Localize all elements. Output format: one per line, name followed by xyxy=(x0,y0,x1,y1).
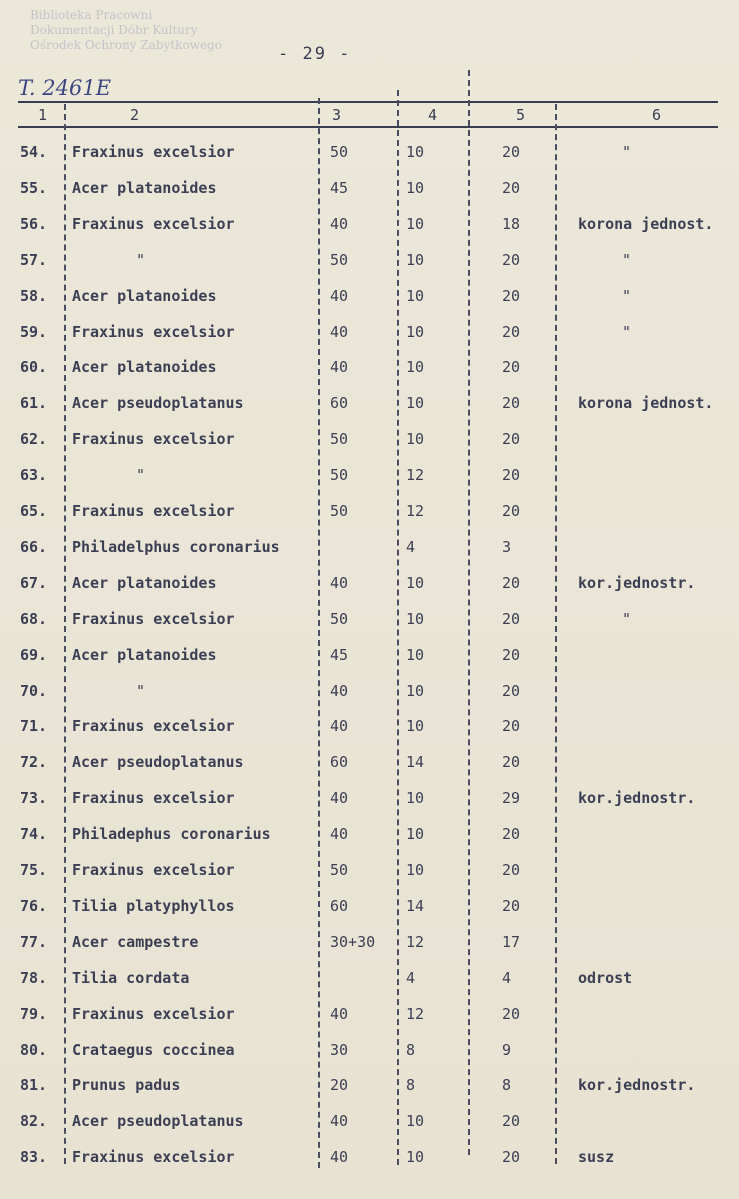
row-number: 77. xyxy=(20,932,48,951)
table-row xyxy=(0,610,739,646)
row-number: 69. xyxy=(20,645,48,664)
column-4-value: 14 xyxy=(406,896,425,915)
column-5-value: 20 xyxy=(502,178,521,197)
species-name: Fraxinus excelsior xyxy=(72,717,235,736)
column-5-value: 20 xyxy=(502,609,521,628)
column-5-value: 8 xyxy=(502,1076,512,1095)
table-row xyxy=(0,753,739,789)
column-header-4: 4 xyxy=(428,106,438,124)
species-name: Acer platanoides xyxy=(72,573,217,592)
species-name: Fraxinus excelsior xyxy=(72,789,235,808)
row-number: 81. xyxy=(20,1076,48,1095)
column-4-value: 12 xyxy=(406,1004,425,1023)
column-header-5: 5 xyxy=(516,106,526,124)
column-5-value: 3 xyxy=(502,537,512,556)
column-4-value: 10 xyxy=(406,825,425,844)
row-number: 58. xyxy=(20,286,48,305)
row-number: 75. xyxy=(20,861,48,879)
column-5-value: 20 xyxy=(502,861,521,879)
species-name: Acer campestre xyxy=(72,932,199,951)
column-5-value: 20 xyxy=(502,466,521,485)
remark: " xyxy=(622,250,632,269)
column-5-value: 20 xyxy=(502,681,521,700)
table-row xyxy=(0,287,739,323)
species-name: Fraxinus excelsior xyxy=(72,609,235,628)
column-3-value: 40 xyxy=(330,717,349,736)
remark: kor.jednostr. xyxy=(578,1076,696,1095)
species-name: Crataegus coccinea xyxy=(72,1040,235,1059)
table-row xyxy=(0,358,739,394)
column-4-value: 10 xyxy=(406,789,425,808)
species-name: Philadelphus coronarius xyxy=(72,537,280,556)
table-row xyxy=(0,1148,739,1184)
table-row xyxy=(0,1041,739,1077)
remark: kor.jednostr. xyxy=(578,789,696,808)
column-4-value: 10 xyxy=(406,430,425,449)
column-header-2: 2 xyxy=(130,106,140,124)
row-number: 83. xyxy=(20,1148,48,1167)
remark: " xyxy=(622,609,632,628)
remark: korona jednost. xyxy=(578,214,714,233)
column-5-value: 20 xyxy=(502,358,521,377)
row-number: 59. xyxy=(20,322,48,341)
column-4-value: 8 xyxy=(406,1040,416,1059)
species-name: " xyxy=(136,250,146,269)
column-5-value: 4 xyxy=(502,968,512,987)
column-3-value: 50 xyxy=(330,250,349,269)
table-row xyxy=(0,538,739,574)
column-3-value: 50 xyxy=(330,502,349,520)
species-name: " xyxy=(136,681,146,700)
species-name: Fraxinus excelsior xyxy=(72,1148,235,1167)
row-number: 60. xyxy=(20,358,48,377)
species-name: Acer platanoides xyxy=(72,178,217,197)
species-name: Fraxinus excelsior xyxy=(72,502,235,520)
remark: susz xyxy=(578,1148,615,1167)
column-3-value: 40 xyxy=(330,825,349,844)
column-4-value: 10 xyxy=(406,681,425,700)
column-4-value: 10 xyxy=(406,861,425,879)
row-number: 61. xyxy=(20,394,48,413)
column-4-value: 10 xyxy=(406,143,425,161)
table-row xyxy=(0,179,739,215)
column-header-3: 3 xyxy=(332,106,342,124)
header-bottom-rule xyxy=(18,126,718,128)
species-name: Fraxinus excelsior xyxy=(72,861,235,879)
column-4-value: 10 xyxy=(406,322,425,341)
table-row xyxy=(0,1005,739,1041)
table-row xyxy=(0,933,739,969)
remark: " xyxy=(622,322,632,341)
column-3-value: 40 xyxy=(330,681,349,700)
row-number: 55. xyxy=(20,178,48,197)
species-name: Philadephus coronarius xyxy=(72,825,271,844)
row-number: 56. xyxy=(20,214,48,233)
stamp-line: Dokumentacji Dóbr Kultury xyxy=(30,23,198,37)
column-3-value: 40 xyxy=(330,322,349,341)
table-row xyxy=(0,430,739,466)
row-number: 71. xyxy=(20,717,48,736)
column-5-value: 20 xyxy=(502,753,521,772)
column-4-value: 12 xyxy=(406,466,425,485)
column-5-value: 20 xyxy=(502,717,521,736)
column-5-value: 20 xyxy=(502,573,521,592)
column-3-value: 30 xyxy=(330,1040,349,1059)
column-5-value: 20 xyxy=(502,1112,521,1131)
column-3-value: 60 xyxy=(330,394,349,413)
column-3-value: 45 xyxy=(330,645,349,664)
table-row xyxy=(0,143,739,179)
row-number: 76. xyxy=(20,896,48,915)
species-name: Acer platanoides xyxy=(72,286,217,305)
species-name: Fraxinus excelsior xyxy=(72,430,235,449)
column-3-value: 40 xyxy=(330,789,349,808)
column-3-value: 40 xyxy=(330,214,349,233)
species-name: Fraxinus excelsior xyxy=(72,1004,235,1023)
column-4-value: 12 xyxy=(406,932,425,951)
column-4-value: 4 xyxy=(406,968,416,987)
table-row xyxy=(0,574,739,610)
column-3-value: 50 xyxy=(330,609,349,628)
table-row xyxy=(0,215,739,251)
table-row xyxy=(0,1112,739,1148)
row-number: 74. xyxy=(20,825,48,844)
page-number: - 29 - xyxy=(278,44,352,64)
column-header-6: 6 xyxy=(652,106,662,124)
table-row xyxy=(0,1076,739,1112)
table-row xyxy=(0,251,739,287)
species-name: Fraxinus excelsior xyxy=(72,214,235,233)
column-3-value: 50 xyxy=(330,430,349,449)
column-5-value: 20 xyxy=(502,896,521,915)
table-row xyxy=(0,825,739,861)
species-name: Fraxinus excelsior xyxy=(72,322,235,341)
species-name: Acer platanoides xyxy=(72,358,217,377)
row-number: 54. xyxy=(20,143,48,161)
column-5-value: 20 xyxy=(502,825,521,844)
row-number: 82. xyxy=(20,1112,48,1131)
library-stamp xyxy=(30,8,270,53)
species-name: Tilia platyphyllos xyxy=(72,896,235,915)
table-row xyxy=(0,969,739,1005)
species-name: Acer platanoides xyxy=(72,645,217,664)
table-row xyxy=(0,682,739,718)
species-name: Prunus padus xyxy=(72,1076,181,1095)
column-3-value: 20 xyxy=(330,1076,349,1095)
species-name: Tilia cordata xyxy=(72,968,190,987)
table-row xyxy=(0,897,739,933)
table-row xyxy=(0,861,739,897)
column-3-value: 60 xyxy=(330,753,349,772)
column-header-1: 1 xyxy=(38,106,48,124)
column-3-value: 40 xyxy=(330,358,349,377)
column-5-value: 20 xyxy=(502,250,521,269)
column-5-value: 20 xyxy=(502,1148,521,1167)
table-row xyxy=(0,717,739,753)
column-4-value: 10 xyxy=(406,286,425,305)
row-number: 66. xyxy=(20,537,48,556)
column-5-value: 20 xyxy=(502,143,521,161)
stamp-line: Biblioteka Pracowni xyxy=(30,8,153,22)
column-4-value: 14 xyxy=(406,753,425,772)
row-number: 65. xyxy=(20,502,48,520)
row-number: 80. xyxy=(20,1040,48,1059)
row-number: 68. xyxy=(20,609,48,628)
column-5-value: 29 xyxy=(502,789,521,808)
stamp-line: Ośrodek Ochrony Zabytkowego xyxy=(30,38,222,52)
column-5-value: 20 xyxy=(502,645,521,664)
handwritten-reference: T. 2461E xyxy=(18,76,112,100)
table-row xyxy=(0,789,739,825)
column-5-value: 20 xyxy=(502,1004,521,1023)
column-5-value: 9 xyxy=(502,1040,512,1059)
column-3-value: 40 xyxy=(330,286,349,305)
column-3-value: 40 xyxy=(330,1112,349,1131)
column-4-value: 10 xyxy=(406,573,425,592)
column-3-value: 40 xyxy=(330,1148,349,1167)
row-number: 70. xyxy=(20,681,48,700)
species-name: Fraxinus excelsior xyxy=(72,143,235,161)
row-number: 72. xyxy=(20,753,48,772)
remark: kor.jednostr. xyxy=(578,573,696,592)
header-top-rule xyxy=(18,101,718,103)
column-4-value: 10 xyxy=(406,645,425,664)
column-4-value: 10 xyxy=(406,1112,425,1131)
table-row xyxy=(0,502,739,538)
table-row xyxy=(0,466,739,502)
column-5-value: 20 xyxy=(502,322,521,341)
remark: korona jednost. xyxy=(578,394,714,413)
column-3-value: 50 xyxy=(330,143,349,161)
species-name: " xyxy=(136,466,146,485)
column-4-value: 10 xyxy=(406,250,425,269)
column-4-value: 10 xyxy=(406,394,425,413)
table-row xyxy=(0,394,739,430)
remark: odrost xyxy=(578,968,633,987)
species-name: Acer pseudoplatanus xyxy=(72,753,244,772)
column-4-value: 4 xyxy=(406,537,416,556)
column-4-value: 10 xyxy=(406,717,425,736)
column-5-value: 20 xyxy=(502,430,521,449)
column-3-value: 40 xyxy=(330,573,349,592)
column-4-value: 8 xyxy=(406,1076,416,1095)
column-4-value: 10 xyxy=(406,214,425,233)
row-number: 73. xyxy=(20,789,48,808)
column-4-value: 10 xyxy=(406,178,425,197)
row-number: 79. xyxy=(20,1004,48,1023)
row-number: 62. xyxy=(20,430,48,449)
column-4-value: 12 xyxy=(406,502,425,520)
column-5-value: 18 xyxy=(502,214,521,233)
species-name: Acer pseudoplatanus xyxy=(72,1112,244,1131)
row-number: 63. xyxy=(20,466,48,485)
column-4-value: 10 xyxy=(406,358,425,377)
column-5-value: 20 xyxy=(502,394,521,413)
remark: " xyxy=(622,143,632,161)
column-3-value: 45 xyxy=(330,178,349,197)
column-3-value: 40 xyxy=(330,1004,349,1023)
column-3-value: 50 xyxy=(330,861,349,879)
table-row xyxy=(0,323,739,359)
table-row xyxy=(0,646,739,682)
row-number: 67. xyxy=(20,573,48,592)
column-5-value: 17 xyxy=(502,932,521,951)
column-3-value: 60 xyxy=(330,896,349,915)
column-5-value: 20 xyxy=(502,286,521,305)
species-name: Acer pseudoplatanus xyxy=(72,394,244,413)
column-4-value: 10 xyxy=(406,609,425,628)
row-number: 57. xyxy=(20,250,48,269)
column-3-value: 30+30 xyxy=(330,932,376,951)
remark: " xyxy=(622,286,632,305)
row-number: 78. xyxy=(20,968,48,987)
column-4-value: 10 xyxy=(406,1148,425,1167)
column-5-value: 20 xyxy=(502,502,521,520)
column-3-value: 50 xyxy=(330,466,349,485)
